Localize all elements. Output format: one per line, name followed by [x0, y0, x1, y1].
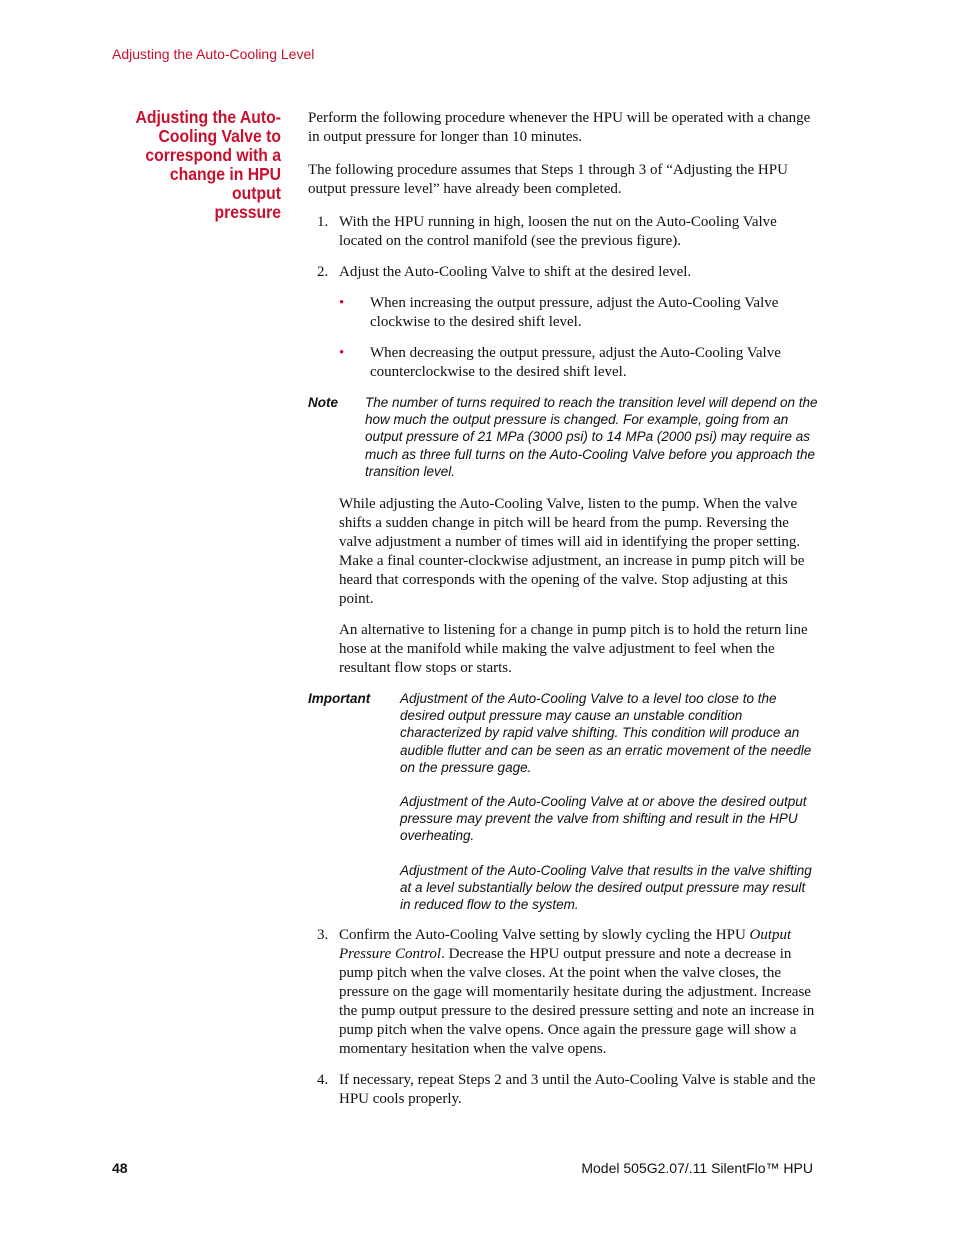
important-text: Adjustment of the Auto-Cooling Valve at or above the desired output pressure may prevent the valve from shifting and result in the HPU overheating. [400, 794, 807, 844]
section-heading-line: change in HPU output [169, 164, 281, 203]
section-heading-line: Adjusting the Auto- [135, 107, 281, 127]
note-label: Note [308, 395, 338, 410]
important-text: Adjustment of the Auto-Cooling Valve that results in the valve shifting at a level substantially below the desired output pressure may result in reduced flow to the system. [400, 862, 812, 913]
page-number: 48 [112, 1160, 128, 1176]
bullet-icon: • [339, 345, 345, 361]
procedure-step [308, 1071, 818, 1109]
step-text: Confirm the Auto-Cooling Valve setting by slowly cycling the HPU [339, 927, 750, 944]
running-header: Adjusting the Auto-Cooling Level [112, 46, 315, 62]
bullet-text: When increasing the output pressure, adjust the Auto-Cooling Valve clockwise to the desired shift level. [370, 295, 779, 330]
body-paragraph: An alternative to listening for a change in pump pitch is to hold the return line hose at the manifold while making the valve adjustment to feel when the resultant flow stops or starts. [339, 622, 808, 677]
note-text: The number of turns required to reach the transition level will depend on the how much the output pressure is changed. For example, going from an output pressure of 21 MPa (3000 psi) to 14 MPa (2000 psi) may require as much as three full turns on the Auto-Cooling Valve before you approach the transition level. [365, 395, 818, 479]
intro-paragraph: Perform the following procedure whenever the HPU will be operated with a change in output pressure for longer than 10 minutes. [308, 110, 811, 145]
step-number: 4. [317, 1072, 329, 1089]
body-paragraph: While adjusting the Auto-Cooling Valve, listen to the pump. When the valve shifts a sudden change in pitch will be heard from the pump. Reversing the valve adjustment a number of times will aid in identifying the proper setting. Make a final counter-clockwise adjustment, an increase in pump pitch will be heard that corresponds with the opening of the valve. Stop adjusting at this point. [339, 496, 805, 608]
important-text: Adjustment of the Auto-Cooling Valve to a level too close to the desired output pressure may cause an unstable condition characterized by rapid valve shifting. This condition will produce an audible flutter and can be seen as an erratic movement of the needle on the pressure gage. [400, 691, 812, 775]
bullet-item [308, 294, 818, 332]
step-number: 1. [317, 214, 329, 230]
section-heading-line: Cooling Valve to [158, 126, 281, 146]
procedure-step [308, 213, 818, 251]
section-heading-line: correspond with a [145, 145, 281, 165]
body-column [308, 109, 818, 1121]
bullet-item [308, 344, 818, 382]
section-heading-line: pressure [214, 202, 281, 222]
step-text: If necessary, repeat Steps 2 and 3 until the Auto-Cooling Valve is stable and the HPU cools properly. [339, 1072, 816, 1108]
step-number: 3. [317, 927, 329, 944]
step-number: 2. [317, 264, 329, 280]
procedure-step [308, 926, 818, 1059]
note-block [308, 394, 818, 480]
bullet-text: When decreasing the output pressure, adjust the Auto-Cooling Valve counterclockwise to the desired shift level. [370, 345, 781, 380]
intro-paragraph: The following procedure assumes that Steps 1 through 3 of “Adjusting the HPU output pressure level” have already been completed. [308, 162, 788, 197]
step-text: Adjust the Auto-Cooling Valve to shift at the desired level. [339, 264, 692, 280]
section-heading [118, 108, 281, 222]
footer-model: Model 505G2.07/.11 SilentFlo™ HPU [581, 1160, 813, 1176]
important-label: Important [308, 691, 371, 707]
step-text: With the HPU running in high, loosen the nut on the Auto-Cooling Valve located on the control manifold (see the previous figure). [339, 214, 777, 249]
control-name: Output Pressure Control [339, 927, 792, 963]
step-text: . Decrease the HPU output pressure and note a decrease in pump pitch when the valve closes. At the point when the valve closes, the pressure on the gage will momentarily hesitate during the adjustment. Increase the pump output pressure to the desired pressure setting and note an increase in pump pitch when the valve opens. Once again the pressure gage will show a momentary hesitation when the valve opens. [339, 946, 815, 1058]
important-block [308, 690, 818, 913]
procedure-step [308, 263, 818, 282]
bullet-icon: • [339, 295, 345, 311]
